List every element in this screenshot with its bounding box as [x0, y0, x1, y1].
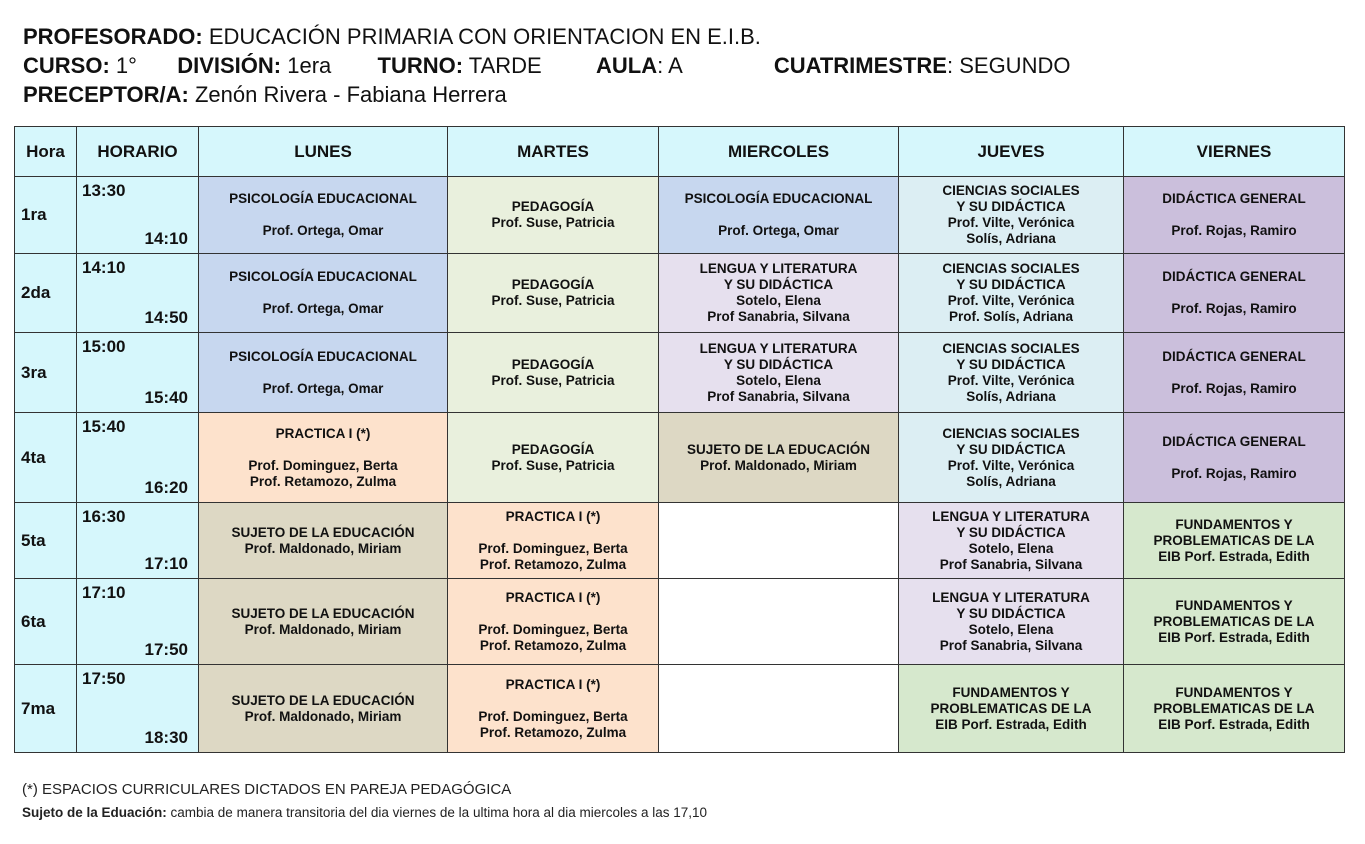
column-header-miercoles: MIERCOLES — [659, 127, 899, 177]
subject-name: SUJETO DE LA EDUCACIÓN — [231, 692, 415, 708]
class-cell-miercoles — [659, 413, 899, 503]
footnote-sujeto-text: cambia de manera transitoria del dia viernes de la ultima hora al dia miercoles a las 17,10 — [166, 805, 708, 820]
column-header-lunes: LUNES — [199, 127, 448, 177]
end-time: 17:10 — [144, 554, 188, 573]
subject-name: CIENCIAS SOCIALES Y SU DIDÁCTICA — [942, 425, 1080, 457]
class-cell-martes — [448, 665, 659, 753]
hora-cell: 5ta — [15, 503, 77, 579]
subject-name: PSICOLOGÍA EDUCACIONAL — [229, 191, 417, 206]
column-header-viernes: VIERNES — [1124, 127, 1345, 177]
professor-name: Prof. Dominguez, Berta Prof. Retamozo, Zulma — [478, 708, 628, 740]
class-cell-miercoles — [659, 333, 899, 413]
end-time: 14:10 — [144, 229, 188, 248]
class-cell-martes — [448, 413, 659, 503]
subject-name: SUJETO DE LA EDUCACIÓN — [231, 524, 415, 540]
professor-name: Prof. Ortega, Omar — [718, 223, 839, 238]
class-cell-martes — [448, 254, 659, 333]
subject-name: PRACTICA I (*) — [275, 425, 371, 441]
cuatrimestre-value: SEGUNDO — [959, 53, 1071, 78]
class-cell-viernes — [1124, 254, 1345, 333]
horario-cell — [77, 254, 199, 333]
start-time: 16:30 — [82, 507, 126, 526]
schedule-body — [15, 177, 1345, 753]
professor-name: Prof. Rojas, Ramiro — [1171, 380, 1297, 396]
start-time: 15:00 — [82, 337, 126, 356]
class-cell-martes — [448, 177, 659, 254]
start-time: 17:50 — [82, 669, 126, 688]
class-cell-viernes — [1124, 665, 1345, 753]
column-header-horario: HORARIO — [77, 127, 199, 177]
subject-name: PRACTICA I (*) — [505, 676, 601, 692]
professor-name: Prof. Suse, Patricia — [491, 215, 615, 230]
class-cell-lunes — [199, 579, 448, 665]
end-time: 15:40 — [144, 388, 188, 407]
subject-name: DIDÁCTICA GENERAL — [1162, 269, 1306, 284]
professor-name: Prof. Rojas, Ramiro — [1171, 301, 1297, 316]
class-cell-miercoles — [659, 503, 899, 579]
class-cell-jueves — [899, 177, 1124, 254]
column-header-martes: MARTES — [448, 127, 659, 177]
hora-cell: 6ta — [15, 579, 77, 665]
subject-name: PEDAGOGÍA — [511, 277, 595, 292]
class-cell-lunes — [199, 665, 448, 753]
professor-name: EIB Porf. Estrada, Edith — [1158, 629, 1310, 645]
start-time: 15:40 — [82, 417, 126, 436]
professor-name: Prof. Ortega, Omar — [262, 301, 384, 316]
class-cell-lunes — [199, 177, 448, 254]
table-row — [15, 333, 1345, 413]
class-cell-miercoles — [659, 579, 899, 665]
subject-name: PSICOLOGÍA EDUCACIONAL — [229, 348, 417, 364]
professor-name: Prof. Vilte, Verónica Solís, Adriana — [947, 372, 1075, 404]
professor-name: Prof. Maldonado, Miriam — [244, 540, 402, 556]
hora-cell: 3ra — [15, 333, 77, 413]
subject-name: CIENCIAS SOCIALES Y SU DIDÁCTICA — [942, 340, 1080, 372]
professor-name: EIB Porf. Estrada, Edith — [1158, 716, 1310, 732]
table-row — [15, 413, 1345, 503]
professor-name: EIB Porf. Estrada, Edith — [935, 716, 1087, 732]
subject-name: LENGUA Y LITERATURA Y SU DIDÁCTICA — [932, 589, 1090, 621]
document-header — [23, 22, 1343, 109]
start-time: 17:10 — [82, 583, 126, 602]
subject-name: LENGUA Y LITERATURA Y SU DIDÁCTICA — [699, 340, 858, 372]
professor-name: Prof. Maldonado, Miriam — [700, 457, 857, 473]
subject-name: PEDAGOGÍA — [511, 356, 595, 372]
professor-name: Sotelo, Elena Prof Sanabria, Silvana — [939, 540, 1083, 572]
professor-name: Prof. Vilte, Verónica Prof. Solís, Adriana — [947, 293, 1075, 324]
footnote-sujeto — [22, 804, 707, 822]
class-cell-jueves — [899, 579, 1124, 665]
horario-cell — [77, 579, 199, 665]
end-time: 14:50 — [144, 308, 188, 327]
horario-cell — [77, 665, 199, 753]
professor-name: Prof. Dominguez, Berta Prof. Retamozo, Zulma — [478, 621, 628, 653]
hora-cell: 4ta — [15, 413, 77, 503]
division-label: DIVISIÓN: — [177, 53, 282, 78]
hora-cell: 7ma — [15, 665, 77, 753]
horario-cell — [77, 503, 199, 579]
subject-name: FUNDAMENTOS Y PROBLEMATICAS DE LA — [1153, 516, 1315, 548]
class-cell-lunes — [199, 503, 448, 579]
class-cell-lunes — [199, 413, 448, 503]
class-cell-viernes — [1124, 579, 1345, 665]
table-row — [15, 503, 1345, 579]
curso-label: CURSO: — [23, 53, 110, 78]
professor-name: Prof. Suse, Patricia — [491, 293, 615, 308]
horario-cell — [77, 177, 199, 254]
class-cell-jueves — [899, 254, 1124, 333]
schedule-table — [14, 126, 1345, 753]
class-cell-lunes — [199, 254, 448, 333]
class-cell-viernes — [1124, 333, 1345, 413]
professor-name: Sotelo, Elena Prof Sanabria, Silvana — [707, 293, 850, 324]
professor-name: Prof. Vilte, Verónica Solís, Adriana — [947, 457, 1075, 489]
curso-line: CURSO: 1° DIVISIÓN: 1era TURNO: TARDE AULA: A CUATRIMESTRE: SEGUNDO — [23, 53, 1071, 78]
professor-name: Prof. Maldonado, Miriam — [244, 621, 402, 637]
end-time: 18:30 — [144, 728, 188, 747]
horario-cell — [77, 413, 199, 503]
class-cell-lunes — [199, 333, 448, 413]
professor-name: Prof. Vilte, Verónica Solís, Adriana — [947, 215, 1075, 246]
subject-name: PEDAGOGÍA — [511, 441, 595, 457]
subject-name: DIDÁCTICA GENERAL — [1162, 191, 1306, 206]
hora-cell: 2da — [15, 254, 77, 333]
hora-cell: 1ra — [15, 177, 77, 254]
class-cell-miercoles — [659, 665, 899, 753]
subject-name: CIENCIAS SOCIALES Y SU DIDÁCTICA — [942, 261, 1080, 292]
subject-name: SUJETO DE LA EDUCACIÓN — [686, 441, 871, 457]
class-cell-miercoles — [659, 254, 899, 333]
professor-name: Prof. Ortega, Omar — [262, 223, 384, 238]
profesorado-value: EDUCACIÓN PRIMARIA CON ORIENTACION EN E.I.B. — [208, 24, 761, 49]
class-cell-jueves — [899, 665, 1124, 753]
division-value: 1era — [287, 53, 332, 78]
end-time: 17:50 — [144, 640, 188, 659]
class-cell-viernes — [1124, 503, 1345, 579]
professor-name: Sotelo, Elena Prof Sanabria, Silvana — [707, 372, 850, 404]
subject-name: PEDAGOGÍA — [511, 199, 595, 214]
professor-name: Prof. Dominguez, Berta Prof. Retamozo, Zulma — [248, 457, 398, 489]
table-row — [15, 254, 1345, 333]
professor-name: Prof. Suse, Patricia — [491, 372, 615, 388]
class-cell-jueves — [899, 413, 1124, 503]
subject-name: PSICOLOGÍA EDUCACIONAL — [684, 191, 873, 206]
subject-name: FUNDAMENTOS Y PROBLEMATICAS DE LA — [1153, 684, 1315, 716]
class-cell-jueves — [899, 333, 1124, 413]
table-header-row — [15, 127, 1345, 177]
professor-name: Prof. Rojas, Ramiro — [1171, 223, 1297, 238]
preceptor-value: Zenón Rivera - Fabiana Herrera — [194, 82, 507, 107]
turno-label: TURNO: — [377, 53, 464, 78]
subject-name: PSICOLOGÍA EDUCACIONAL — [229, 269, 417, 284]
subject-name: FUNDAMENTOS Y PROBLEMATICAS DE LA — [1153, 597, 1315, 629]
profesorado-line — [23, 22, 1343, 51]
start-time: 14:10 — [82, 258, 126, 277]
subject-name: FUNDAMENTOS Y PROBLEMATICAS DE LA — [930, 684, 1092, 716]
professor-name: Prof. Suse, Patricia — [491, 457, 615, 473]
column-header-jueves: JUEVES — [899, 127, 1124, 177]
professor-name: EIB Porf. Estrada, Edith — [1158, 548, 1310, 564]
aula-label: AULA — [595, 53, 658, 78]
preceptor-label: PRECEPTOR/A: — [23, 82, 189, 107]
subject-name: SUJETO DE LA EDUCACIÓN — [231, 605, 415, 621]
class-cell-jueves — [899, 503, 1124, 579]
profesorado-label: PROFESORADO: — [23, 24, 203, 49]
table-row — [15, 665, 1345, 753]
class-cell-martes — [448, 503, 659, 579]
professor-name: Prof. Rojas, Ramiro — [1171, 465, 1297, 481]
professor-name: Prof. Maldonado, Miriam — [244, 708, 402, 724]
table-row — [15, 177, 1345, 254]
cuatrimestre-label: CUATRIMESTRE — [773, 53, 947, 78]
column-header-hora: Hora — [15, 127, 77, 177]
professor-name: Sotelo, Elena Prof Sanabria, Silvana — [939, 621, 1083, 653]
subject-name: LENGUA Y LITERATURA Y SU DIDÁCTICA — [932, 508, 1090, 540]
subject-name: PRACTICA I (*) — [505, 508, 601, 524]
class-cell-viernes — [1124, 413, 1345, 503]
professor-name: Prof. Dominguez, Berta Prof. Retamozo, Zulma — [478, 540, 628, 572]
start-time: 13:30 — [82, 181, 126, 200]
horario-cell — [77, 333, 199, 413]
subject-name: DIDÁCTICA GENERAL — [1162, 348, 1306, 364]
subject-name: PRACTICA I (*) — [505, 589, 601, 605]
subject-name: DIDÁCTICA GENERAL — [1162, 433, 1306, 449]
subject-name: LENGUA Y LITERATURA Y SU DIDÁCTICA — [699, 261, 858, 292]
class-cell-miercoles — [659, 177, 899, 254]
aula-value: A — [668, 53, 682, 78]
footnote-sujeto-label: Sujeto de la Eduación: — [22, 805, 167, 820]
subject-name: CIENCIAS SOCIALES Y SU DIDÁCTICA — [942, 183, 1080, 214]
class-cell-viernes — [1124, 177, 1345, 254]
professor-name: Prof. Ortega, Omar — [262, 380, 384, 396]
preceptor-line — [23, 80, 1343, 109]
end-time: 16:20 — [144, 478, 188, 497]
footnote-pareja: (*) ESPACIOS CURRICULARES DICTADOS EN PAREJA PEDAGÓGICA — [22, 781, 512, 798]
class-cell-martes — [448, 333, 659, 413]
table-row — [15, 579, 1345, 665]
turno-value: TARDE — [468, 53, 542, 78]
class-cell-martes — [448, 579, 659, 665]
footer-notes — [22, 781, 707, 822]
curso-value: 1° — [115, 53, 137, 78]
